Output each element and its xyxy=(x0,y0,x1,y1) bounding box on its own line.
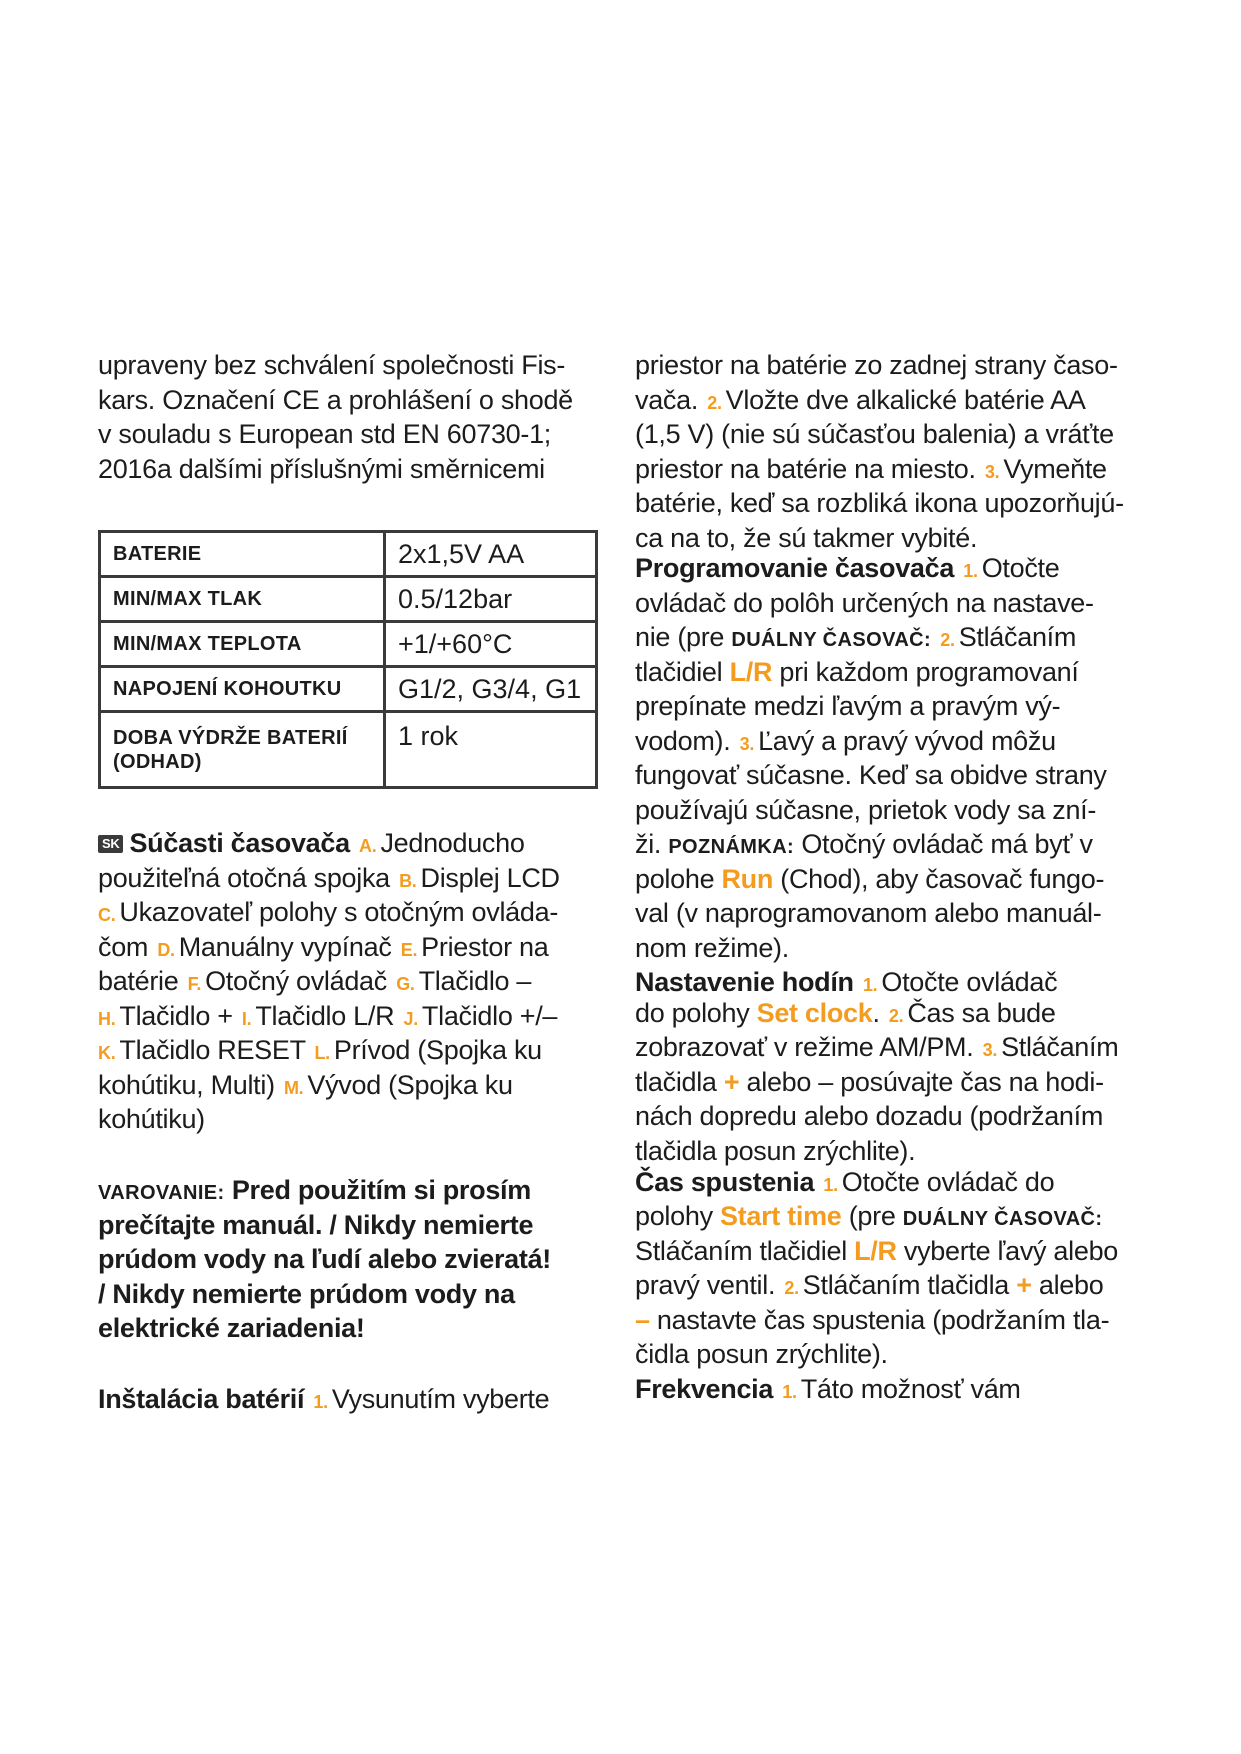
text-line xyxy=(635,1268,1103,1305)
label-j: J. xyxy=(403,1009,418,1029)
battery-line xyxy=(98,1382,549,1419)
text: tlačidiel xyxy=(635,657,723,687)
parts-line: kohútiku) xyxy=(98,1104,205,1134)
label-c: C. xyxy=(98,905,116,925)
part-text: Otočný ovládač xyxy=(205,966,387,996)
battery-text: Vysunutím vyberte xyxy=(331,1384,550,1414)
part-text: Jednoducho xyxy=(380,828,525,858)
text-line: prepínate medzi ľavým a pravým vý- xyxy=(635,691,1061,721)
text: tlačidla xyxy=(635,1067,717,1097)
table-key-line: (ODHAD) xyxy=(113,750,202,773)
text: ži. xyxy=(635,829,662,859)
parts-line xyxy=(98,895,558,932)
step-number: 1. xyxy=(963,561,978,581)
part-text: Tlačidlo + xyxy=(119,1001,233,1031)
text: Ľavý a pravý vývod môžu xyxy=(758,726,1056,756)
text: Otočte ovládač xyxy=(881,967,1058,997)
parts-line xyxy=(98,999,557,1036)
label-h: H. xyxy=(98,1009,116,1029)
step-number: 2. xyxy=(707,393,722,413)
warning-line: prúdom vody na ľudí alebo zvieratá! xyxy=(98,1244,551,1274)
table-value: 2x1,5V AA xyxy=(385,532,597,577)
table-value: G1/2, G3/4, G1 xyxy=(385,667,597,712)
text-line xyxy=(635,655,1079,689)
text: (pre xyxy=(848,1201,896,1231)
button-term: + xyxy=(723,1067,740,1097)
label-i: I. xyxy=(241,1009,252,1029)
warning-line: / Nikdy nemierte prúdom vody na xyxy=(98,1279,515,1309)
part-text: Tlačidlo L/R xyxy=(255,1001,395,1031)
warning-line: elektrické zariadenia! xyxy=(98,1313,365,1343)
parts-line xyxy=(98,861,560,898)
warning-text: Pred použitím si prosím xyxy=(231,1175,531,1205)
text: vača. xyxy=(635,385,699,415)
text: polohy xyxy=(635,1201,713,1231)
frequency-heading: Frekvencia xyxy=(635,1374,774,1404)
label-k: K. xyxy=(98,1043,116,1063)
text: alebo xyxy=(1038,1270,1104,1300)
text-line: fungovať súčasne. Keď sa obidve strany xyxy=(635,760,1107,790)
text-line xyxy=(635,1065,1104,1099)
intro-line: 2016a dalšími příslušnými směrnicemi xyxy=(98,454,545,484)
text: Stláčaním xyxy=(1001,1032,1119,1062)
spec-table xyxy=(98,530,598,789)
table-row xyxy=(100,667,597,712)
parts-line xyxy=(98,964,531,1001)
table-value: +1/+60°C xyxy=(385,622,597,667)
label-b: B. xyxy=(399,871,417,891)
step-number: 1. xyxy=(823,1175,838,1195)
part-text: Ukazovateľ polohy s otočným ovláda- xyxy=(119,897,559,927)
table-key: MIN/MAX TLAK xyxy=(100,577,385,622)
small-caps-term: POZNÁMKA: xyxy=(668,836,795,858)
text: Otočte ovládač do xyxy=(841,1167,1055,1197)
parts-line xyxy=(98,930,548,967)
parts-line xyxy=(98,1033,542,1070)
text-line xyxy=(635,551,1059,588)
text-line xyxy=(635,1234,1118,1268)
text-line xyxy=(635,383,1086,420)
text-line xyxy=(635,620,1076,657)
parts-line xyxy=(98,1068,513,1105)
table-key xyxy=(100,712,385,788)
intro-line: v souladu s European std EN 60730-1; xyxy=(98,419,551,449)
small-caps-term: DUÁLNY ČASOVAČ: xyxy=(902,1208,1103,1230)
text-line xyxy=(635,1372,1021,1409)
text: Vymeňte xyxy=(1003,454,1107,484)
language-badge: SK xyxy=(98,835,123,853)
text: do polohy xyxy=(635,998,750,1028)
text-line xyxy=(635,452,1107,489)
step-number: 2. xyxy=(888,1006,904,1026)
table-row xyxy=(100,532,597,577)
text: priestor na batérie na miesto. xyxy=(635,454,976,484)
text: Stláčaním xyxy=(958,622,1077,652)
part-text: Vývod (Spojka ku xyxy=(307,1070,513,1100)
text: Stláčaním tlačidla xyxy=(802,1270,1009,1300)
warning-line: prečítajte manuál. / Nikdy nemierte xyxy=(98,1210,534,1240)
text-line: tlačidla posun zrýchlite). xyxy=(635,1136,916,1166)
step-number: 3. xyxy=(984,462,1000,482)
part-text: Displej LCD xyxy=(420,863,560,893)
step-number: 2. xyxy=(784,1278,799,1298)
text-line: priestor na batérie zo zadnej strany časo- xyxy=(635,350,1118,380)
label-g: G. xyxy=(396,974,415,994)
table-value: 1 rok xyxy=(385,712,597,788)
start-time-heading: Čas spustenia xyxy=(635,1167,815,1197)
table-key: MIN/MAX TEPLOTA xyxy=(100,622,385,667)
table-row xyxy=(100,577,597,622)
text: nastavte čas spustenia (podržaním tla- xyxy=(656,1305,1110,1335)
label-e: E. xyxy=(400,940,418,960)
step-number: 1. xyxy=(862,975,878,995)
text-line: val (v naprogramovanom alebo manuál- xyxy=(635,898,1102,928)
button-term: + xyxy=(1016,1270,1032,1300)
intro-line: upraveny bez schválení společnosti Fis- xyxy=(98,350,566,380)
parts-heading: Súčasti časovača xyxy=(129,828,350,858)
mode-term: Run xyxy=(721,864,774,894)
text-line: ca na to, že sú takmer vybité. xyxy=(635,523,978,553)
text: Otočte xyxy=(981,553,1060,583)
text: . xyxy=(872,998,880,1028)
text: pravý ventil. xyxy=(635,1270,776,1300)
part-text: Tlačidlo RESET xyxy=(119,1035,306,1065)
part-text: kohútiku, Multi) xyxy=(98,1070,275,1100)
text-line xyxy=(635,724,1056,761)
small-caps-term: DUÁLNY ČASOVAČ: xyxy=(731,629,932,651)
text: Vložte dve alkalické batérie AA xyxy=(725,385,1086,415)
text: Táto možnosť vám xyxy=(800,1374,1021,1404)
button-term: L/R xyxy=(854,1236,897,1266)
label-a: A. xyxy=(359,836,377,856)
parts-line xyxy=(98,826,525,863)
step-number: 1. xyxy=(313,1392,328,1412)
text: (Chod), aby časovač fungo- xyxy=(780,864,1105,894)
text-line xyxy=(635,996,1056,1033)
text-line: (1,5 V) (nie sú súčasťou balenia) a vráťte xyxy=(635,419,1114,449)
text-line xyxy=(635,1030,1118,1067)
text: vyberte ľavý alebo xyxy=(903,1236,1119,1266)
text-line xyxy=(635,862,1104,896)
text-line: nách dopredu alebo dozadu (podržaním xyxy=(635,1101,1104,1131)
step-number: 3. xyxy=(739,734,755,754)
battery-heading: Inštalácia batérií xyxy=(98,1384,305,1414)
mode-term: Start time xyxy=(719,1201,842,1231)
part-text: Manuálny vypínač xyxy=(178,932,392,962)
part-text: batérie xyxy=(98,966,179,996)
text-line xyxy=(635,1303,1109,1337)
text: Otočný ovládač má byť v xyxy=(801,829,1093,859)
table-key-line: DOBA VÝDRŽE BATERIÍ xyxy=(113,726,348,749)
label-l: L. xyxy=(314,1043,330,1063)
warning-line xyxy=(98,1173,531,1210)
text: Stláčaním tlačidiel xyxy=(635,1236,847,1266)
text-line: používajú súčasne, prietok vody sa zní- xyxy=(635,795,1097,825)
programming-heading: Programovanie časovača xyxy=(635,553,955,583)
part-text: čom xyxy=(98,932,149,962)
step-number: 2. xyxy=(940,630,955,650)
button-term: L/R xyxy=(729,657,773,687)
text-line xyxy=(635,1199,1102,1236)
label-f: F. xyxy=(187,974,202,994)
part-text: Tlačidlo – xyxy=(418,966,532,996)
label-d: D. xyxy=(157,940,175,960)
button-term: – xyxy=(635,1305,650,1335)
table-key: NAPOJENÍ KOHOUTKU xyxy=(100,667,385,712)
intro-line: kars. Označení CE a prohlášení o shodě xyxy=(98,385,573,415)
text: nie (pre xyxy=(635,622,725,652)
table-row xyxy=(100,622,597,667)
text: Čas sa bude xyxy=(907,998,1056,1028)
text-line: ovládač do polôh určených na nastave- xyxy=(635,588,1094,618)
text: pri každom programovaní xyxy=(779,657,1079,687)
clock-heading: Nastavenie hodín xyxy=(635,967,854,997)
text: alebo – posúvajte čas na hodi- xyxy=(746,1067,1104,1097)
text-line: čidla posun zrýchlite). xyxy=(635,1339,888,1369)
label-m: M. xyxy=(283,1078,304,1098)
text-line: batérie, keď sa rozbliká ikona upozorňujú- xyxy=(635,488,1124,518)
table-value: 0.5/12bar xyxy=(385,577,597,622)
text: vodom). xyxy=(635,726,731,756)
text: polohe xyxy=(635,864,715,894)
text: zobrazovať v režime AM/PM. xyxy=(635,1032,974,1062)
step-number: 1. xyxy=(782,1382,797,1402)
part-text: Tlačidlo +/– xyxy=(421,1001,558,1031)
table-key: BATERIE xyxy=(100,532,385,577)
table-row xyxy=(100,712,597,788)
part-text: Priestor na xyxy=(421,932,549,962)
part-text: Prívod (Spojka ku xyxy=(333,1035,542,1065)
text-line xyxy=(635,827,1093,864)
mode-term: Set clock xyxy=(756,998,873,1028)
warning-label: VAROVANIE: xyxy=(98,1182,225,1204)
text-line: nom režime). xyxy=(635,933,789,963)
part-text: použiteľná otočná spojka xyxy=(98,863,390,893)
step-number: 3. xyxy=(982,1040,998,1060)
text-line xyxy=(635,1165,1054,1202)
